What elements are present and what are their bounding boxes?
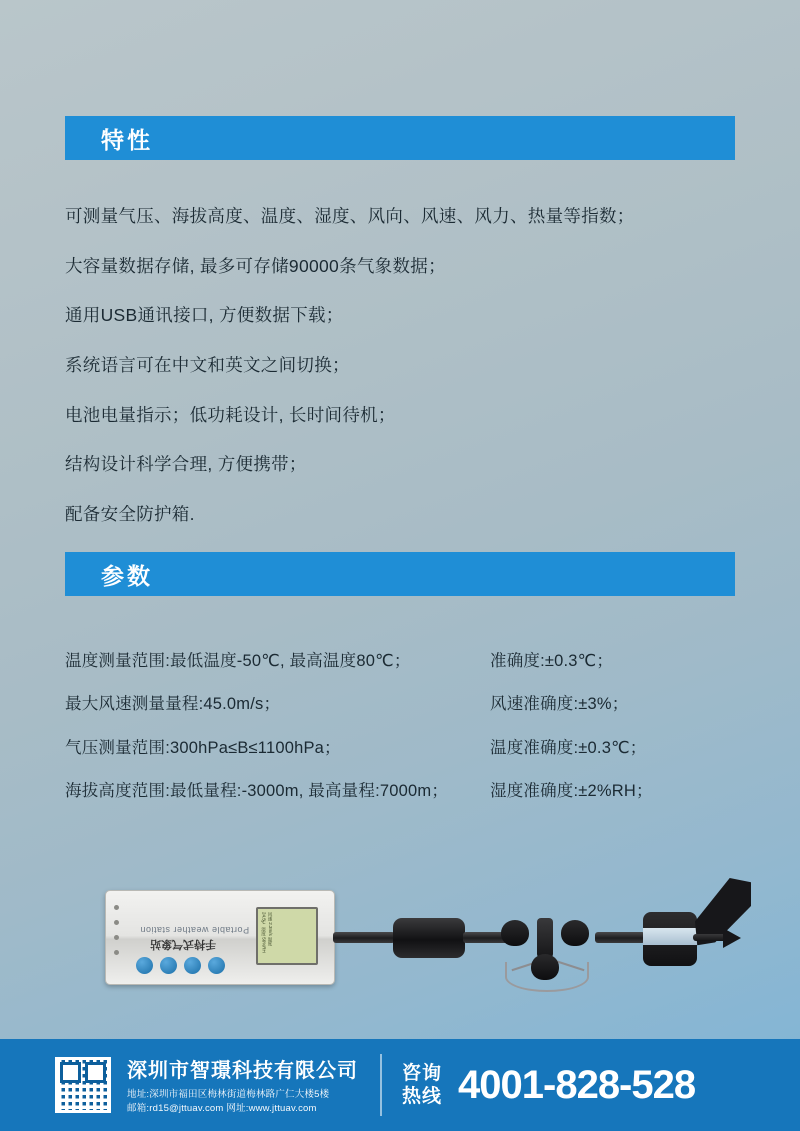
list-item: 最大风速测量量程:45.0m/s；: [65, 695, 281, 714]
features-section-header: [65, 116, 735, 160]
list-item: 通用USB通讯接口, 方便数据下载；: [65, 305, 344, 326]
list-item: 温度准确度:±0.3℃；: [490, 738, 647, 757]
cup-hub: [537, 918, 553, 958]
device-lcd-screen: [256, 907, 318, 965]
handheld-device: [105, 890, 335, 985]
cup-icon: [561, 920, 589, 946]
list-item: 电池电量指示；低功耗设计, 长时间待机；: [65, 404, 396, 425]
page-footer: [0, 1039, 800, 1131]
company-address: 地址:深圳市福田区梅林街道梅林路广仁大楼5楼: [127, 1088, 330, 1100]
device-key-power: [136, 957, 153, 974]
list-item: 配备安全防护箱.: [65, 503, 195, 524]
device-key-menu: [160, 957, 177, 974]
list-item: 准确度:±0.3℃；: [490, 652, 614, 670]
params-section-header: [65, 552, 735, 596]
list-item: 可测量气压、海拔高度、温度、湿度、风向、风速、风力、热量等指数；: [65, 206, 635, 226]
hotline-label-line1: 咨询: [402, 1062, 443, 1084]
device-key-right: [208, 957, 225, 974]
hotline-number: 4001-828-528: [458, 1062, 696, 1107]
vane-label-band: [643, 928, 697, 945]
wind-vane-body: [643, 912, 697, 966]
list-item: 结构设计科学合理, 方便携带；: [65, 454, 307, 475]
product-photo: [95, 860, 715, 1020]
features-heading: 特性: [101, 126, 153, 153]
list-item: 温度测量范围:最低温度-50℃, 最高温度80℃；: [65, 652, 411, 670]
params-column-right: [490, 650, 755, 823]
company-name: 深圳市智璟科技有限公司: [127, 1059, 358, 1082]
device-screen-text: 风速 2.3m/s 温度 24.5℃ 湿度 56%RH: [261, 912, 274, 953]
wind-vane-pointer-icon: [723, 928, 741, 948]
connector-rod: [333, 932, 395, 943]
hotline-label: [402, 1062, 442, 1108]
list-item: 湿度准确度:±2%RH；: [490, 781, 653, 800]
device-brand-text: Portable weather station: [140, 925, 250, 935]
company-info: [127, 1054, 358, 1117]
device-dot-icon: [114, 905, 119, 910]
features-list: [65, 205, 745, 552]
anemometer-cups: [499, 902, 595, 994]
footer-divider: [380, 1054, 382, 1116]
device-dot-icon: [114, 920, 119, 925]
params-heading: 参数: [101, 562, 153, 589]
list-item: 风速准确度:±3%；: [490, 695, 629, 714]
connector-rod: [595, 932, 645, 943]
list-item: 大容量数据存储, 最多可存储90000条气象数据；: [65, 255, 446, 276]
cup-icon: [501, 920, 529, 946]
list-item: 海拔高度范围:最低量程:-3000m, 最高量程:7000m；: [65, 781, 449, 800]
hotline-label-line2: 热线: [402, 1086, 443, 1107]
qr-code-icon: [55, 1057, 111, 1113]
device-dot-icon: [114, 935, 119, 940]
device-keypad: [136, 957, 225, 974]
sensor-housing: [393, 918, 465, 958]
params-table: [65, 650, 755, 823]
company-contact: 邮箱:rd15@jttuav.com 网址:www.jttuav.com: [127, 1103, 317, 1114]
device-dot-icon: [114, 950, 119, 955]
device-side-buttons: [114, 905, 119, 955]
cup-icon: [531, 954, 559, 980]
device-key-left: [184, 957, 201, 974]
params-column-left: [65, 650, 490, 823]
list-item: 系统语言可在中文和英文之间切换；: [65, 354, 350, 375]
list-item: 气压测量范围:300hPa≤B≤1100hPa；: [65, 738, 341, 757]
device-model-label: 手持式气象站: [150, 938, 216, 950]
